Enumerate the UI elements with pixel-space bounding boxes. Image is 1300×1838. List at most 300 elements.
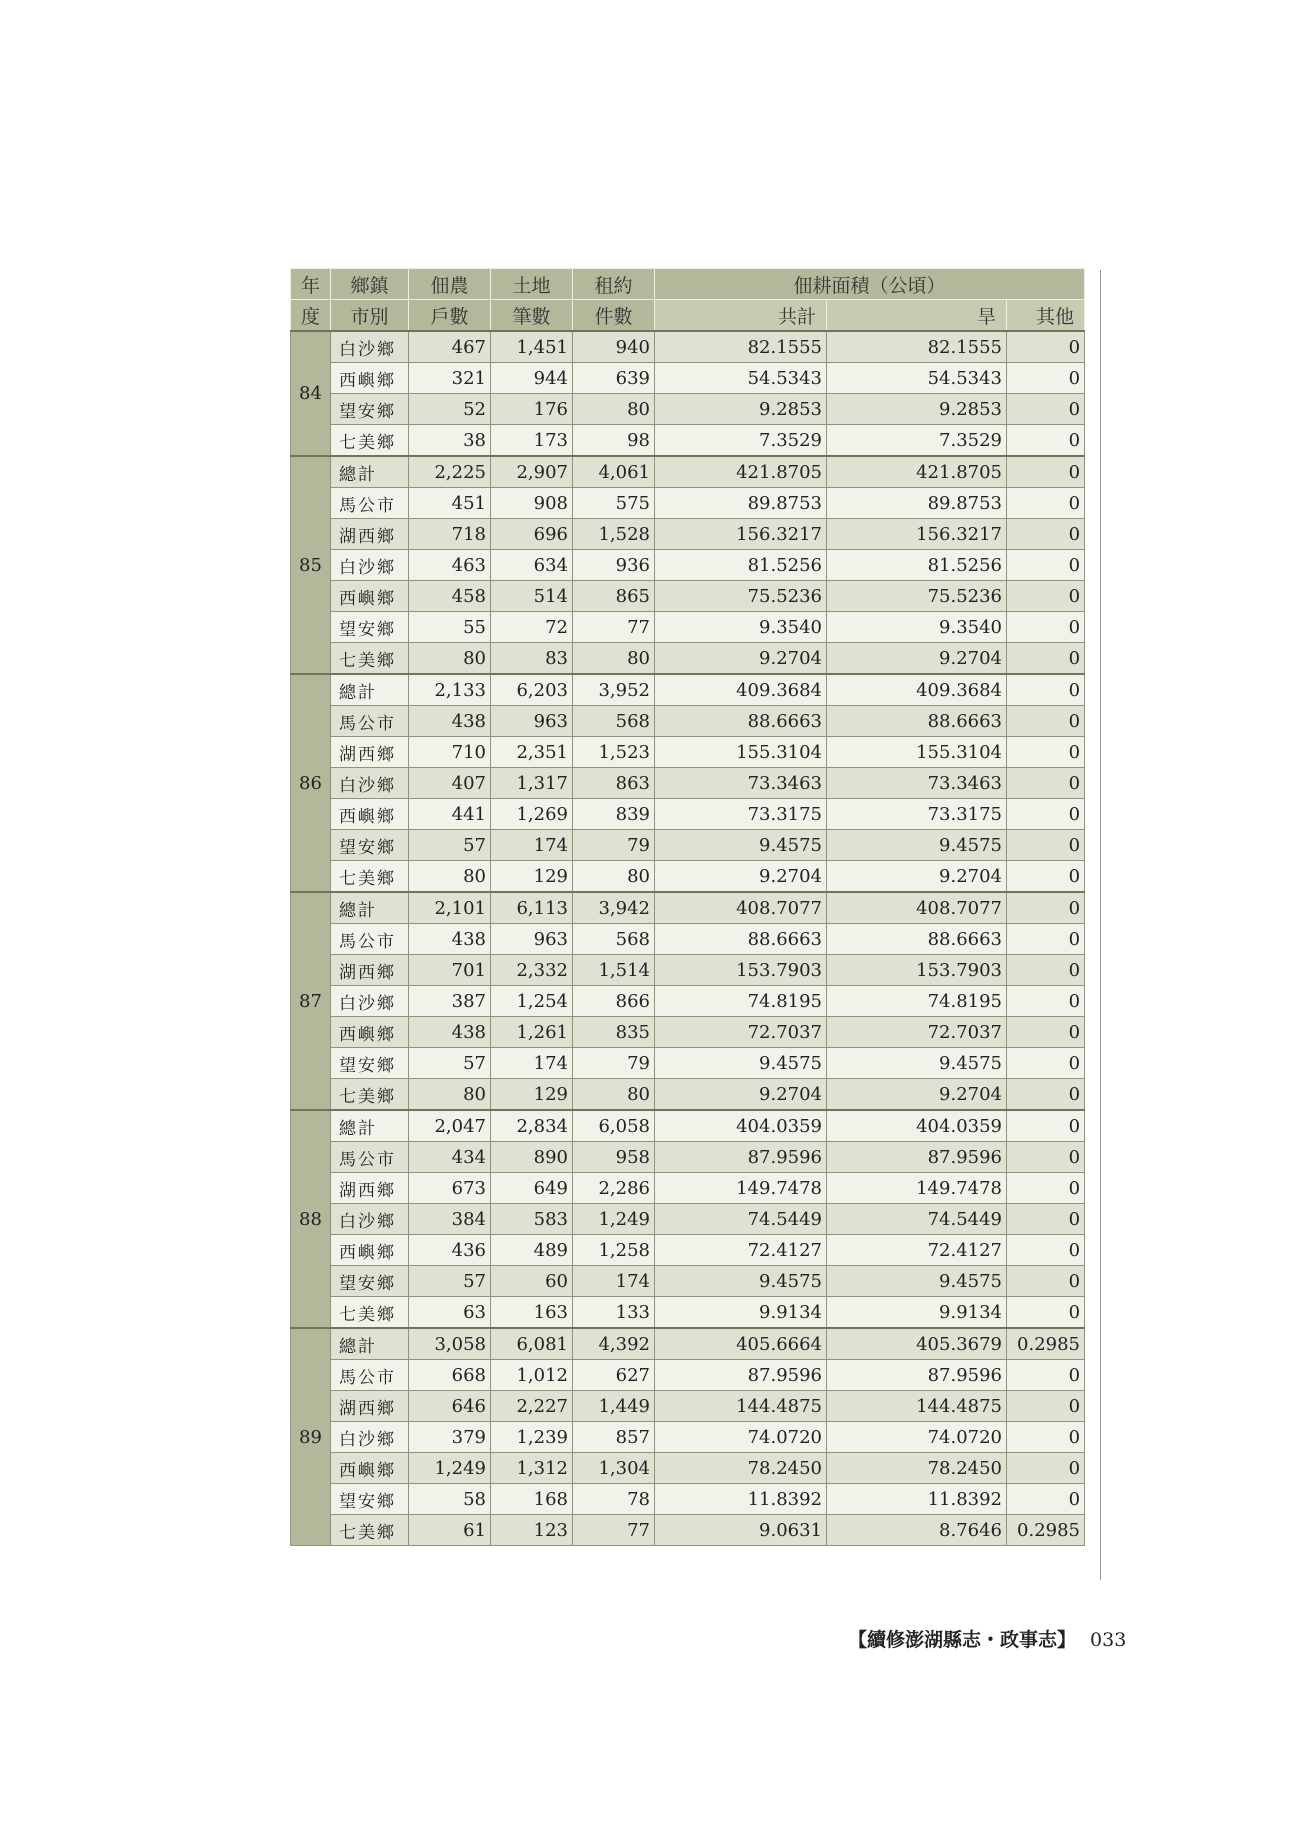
other-area-cell: 0 bbox=[1007, 1142, 1085, 1173]
total-area-cell: 74.5449 bbox=[655, 1204, 827, 1235]
year-cell: 85 bbox=[291, 456, 331, 674]
town-cell: 西嶼鄉 bbox=[331, 1235, 409, 1266]
town-header-1: 鄉鎮 bbox=[331, 269, 409, 300]
year-cell: 87 bbox=[291, 892, 331, 1110]
dry-area-cell: 9.4575 bbox=[827, 830, 1007, 861]
town-cell: 七美鄉 bbox=[331, 425, 409, 457]
farm-households-cell: 2,133 bbox=[409, 674, 491, 706]
other-area-cell: 0 bbox=[1007, 1110, 1085, 1142]
dry-area-cell: 9.2704 bbox=[827, 1079, 1007, 1111]
dry-area-cell: 7.3529 bbox=[827, 425, 1007, 457]
land-parcels-cell: 83 bbox=[491, 643, 573, 675]
dry-area-cell: 153.7903 bbox=[827, 955, 1007, 986]
farm-households-cell: 2,047 bbox=[409, 1110, 491, 1142]
farm-header-1: 佃農 bbox=[409, 269, 491, 300]
farm-households-cell: 646 bbox=[409, 1391, 491, 1422]
farm-households-cell: 384 bbox=[409, 1204, 491, 1235]
farm-households-cell: 55 bbox=[409, 612, 491, 643]
page-rule bbox=[1100, 270, 1101, 1580]
lease-count-cell: 1,523 bbox=[573, 737, 655, 768]
total-area-cell: 87.9596 bbox=[655, 1360, 827, 1391]
table-row bbox=[291, 830, 1085, 861]
other-area-cell: 0 bbox=[1007, 861, 1085, 893]
town-cell: 總計 bbox=[331, 892, 409, 924]
farm-households-cell: 58 bbox=[409, 1484, 491, 1515]
land-parcels-cell: 176 bbox=[491, 394, 573, 425]
table-body bbox=[291, 331, 1085, 1546]
town-cell: 望安鄉 bbox=[331, 1048, 409, 1079]
land-parcels-cell: 173 bbox=[491, 425, 573, 457]
table-row bbox=[291, 331, 1085, 363]
dry-area-cell: 87.9596 bbox=[827, 1142, 1007, 1173]
dry-area-cell: 404.0359 bbox=[827, 1110, 1007, 1142]
total-area-cell: 9.4575 bbox=[655, 1048, 827, 1079]
table-row bbox=[291, 488, 1085, 519]
town-cell: 湖西鄉 bbox=[331, 1391, 409, 1422]
lease-count-cell: 1,449 bbox=[573, 1391, 655, 1422]
town-cell: 白沙鄉 bbox=[331, 550, 409, 581]
farm-households-cell: 1,249 bbox=[409, 1453, 491, 1484]
land-parcels-cell: 1,269 bbox=[491, 799, 573, 830]
table-row bbox=[291, 1142, 1085, 1173]
total-area-cell: 9.4575 bbox=[655, 1266, 827, 1297]
total-area-cell: 82.1555 bbox=[655, 331, 827, 363]
total-area-cell: 74.0720 bbox=[655, 1422, 827, 1453]
land-parcels-cell: 2,332 bbox=[491, 955, 573, 986]
farm-households-cell: 668 bbox=[409, 1360, 491, 1391]
land-parcels-cell: 1,312 bbox=[491, 1453, 573, 1484]
other-area-cell: 0 bbox=[1007, 1204, 1085, 1235]
town-cell: 白沙鄉 bbox=[331, 331, 409, 363]
town-cell: 白沙鄉 bbox=[331, 1422, 409, 1453]
total-area-cell: 9.2704 bbox=[655, 643, 827, 675]
other-area-cell: 0 bbox=[1007, 1391, 1085, 1422]
lease-count-cell: 133 bbox=[573, 1297, 655, 1329]
farm-households-cell: 451 bbox=[409, 488, 491, 519]
dry-area-cell: 88.6663 bbox=[827, 706, 1007, 737]
farm-households-cell: 467 bbox=[409, 331, 491, 363]
land-parcels-cell: 1,239 bbox=[491, 1422, 573, 1453]
dry-area-cell: 405.3679 bbox=[827, 1328, 1007, 1360]
total-area-cell: 404.0359 bbox=[655, 1110, 827, 1142]
other-area-cell: 0 bbox=[1007, 1079, 1085, 1111]
lease-count-cell: 77 bbox=[573, 1515, 655, 1546]
farm-households-cell: 61 bbox=[409, 1515, 491, 1546]
other-area-cell: 0 bbox=[1007, 706, 1085, 737]
total-area-cell: 9.2853 bbox=[655, 394, 827, 425]
farm-households-cell: 2,225 bbox=[409, 456, 491, 488]
total-area-cell: 405.6664 bbox=[655, 1328, 827, 1360]
lease-count-cell: 866 bbox=[573, 986, 655, 1017]
dry-area-header: 旱 bbox=[827, 300, 1007, 332]
lease-count-cell: 936 bbox=[573, 550, 655, 581]
farm-households-cell: 57 bbox=[409, 1048, 491, 1079]
land-parcels-cell: 6,113 bbox=[491, 892, 573, 924]
dry-area-cell: 409.3684 bbox=[827, 674, 1007, 706]
total-area-cell: 9.4575 bbox=[655, 830, 827, 861]
table-row bbox=[291, 706, 1085, 737]
table-row bbox=[291, 892, 1085, 924]
lease-count-cell: 865 bbox=[573, 581, 655, 612]
land-parcels-cell: 174 bbox=[491, 1048, 573, 1079]
total-area-cell: 81.5256 bbox=[655, 550, 827, 581]
lease-count-cell: 2,286 bbox=[573, 1173, 655, 1204]
land-parcels-cell: 514 bbox=[491, 581, 573, 612]
year-cell: 89 bbox=[291, 1328, 331, 1546]
town-cell: 馬公市 bbox=[331, 706, 409, 737]
dry-area-cell: 9.4575 bbox=[827, 1266, 1007, 1297]
total-area-cell: 72.7037 bbox=[655, 1017, 827, 1048]
town-cell: 望安鄉 bbox=[331, 612, 409, 643]
town-cell: 湖西鄉 bbox=[331, 519, 409, 550]
lease-count-cell: 6,058 bbox=[573, 1110, 655, 1142]
land-parcels-cell: 2,834 bbox=[491, 1110, 573, 1142]
lease-count-cell: 839 bbox=[573, 799, 655, 830]
town-cell: 西嶼鄉 bbox=[331, 1017, 409, 1048]
table-row bbox=[291, 1235, 1085, 1266]
farm-households-cell: 710 bbox=[409, 737, 491, 768]
page-footer bbox=[848, 1625, 1126, 1652]
farm-households-cell: 3,058 bbox=[409, 1328, 491, 1360]
farm-households-cell: 438 bbox=[409, 1017, 491, 1048]
dry-area-cell: 9.3540 bbox=[827, 612, 1007, 643]
land-parcels-cell: 1,451 bbox=[491, 331, 573, 363]
table-row bbox=[291, 1391, 1085, 1422]
other-area-cell: 0 bbox=[1007, 1266, 1085, 1297]
dry-area-cell: 155.3104 bbox=[827, 737, 1007, 768]
table-row bbox=[291, 861, 1085, 893]
land-parcels-cell: 489 bbox=[491, 1235, 573, 1266]
town-cell: 七美鄉 bbox=[331, 1079, 409, 1111]
town-cell: 望安鄉 bbox=[331, 1266, 409, 1297]
table-row bbox=[291, 1173, 1085, 1204]
table-row bbox=[291, 737, 1085, 768]
farm-households-cell: 673 bbox=[409, 1173, 491, 1204]
farm-households-cell: 80 bbox=[409, 643, 491, 675]
dry-area-cell: 9.9134 bbox=[827, 1297, 1007, 1329]
dry-area-cell: 156.3217 bbox=[827, 519, 1007, 550]
lease-count-cell: 568 bbox=[573, 924, 655, 955]
total-area-cell: 9.2704 bbox=[655, 1079, 827, 1111]
farm-households-cell: 38 bbox=[409, 425, 491, 457]
dry-area-cell: 73.3175 bbox=[827, 799, 1007, 830]
total-area-cell: 88.6663 bbox=[655, 924, 827, 955]
dry-area-cell: 81.5256 bbox=[827, 550, 1007, 581]
farm-households-cell: 441 bbox=[409, 799, 491, 830]
lease-count-cell: 1,258 bbox=[573, 1235, 655, 1266]
land-parcels-cell: 890 bbox=[491, 1142, 573, 1173]
total-area-cell: 421.8705 bbox=[655, 456, 827, 488]
total-area-cell: 156.3217 bbox=[655, 519, 827, 550]
tenancy-table-container bbox=[290, 268, 1084, 1546]
table-row bbox=[291, 550, 1085, 581]
page-number: 033 bbox=[1090, 1629, 1127, 1651]
land-parcels-cell: 174 bbox=[491, 830, 573, 861]
farm-households-cell: 434 bbox=[409, 1142, 491, 1173]
lease-count-cell: 80 bbox=[573, 643, 655, 675]
farm-households-cell: 387 bbox=[409, 986, 491, 1017]
farm-households-cell: 80 bbox=[409, 861, 491, 893]
dry-area-cell: 9.2704 bbox=[827, 861, 1007, 893]
town-header-2: 市別 bbox=[331, 300, 409, 332]
town-cell: 總計 bbox=[331, 674, 409, 706]
other-area-cell: 0 bbox=[1007, 425, 1085, 457]
table-row bbox=[291, 425, 1085, 457]
lease-count-cell: 174 bbox=[573, 1266, 655, 1297]
total-area-cell: 153.7903 bbox=[655, 955, 827, 986]
lease-count-cell: 78 bbox=[573, 1484, 655, 1515]
other-area-cell: 0 bbox=[1007, 986, 1085, 1017]
table-row bbox=[291, 1328, 1085, 1360]
table-row bbox=[291, 1360, 1085, 1391]
other-area-cell: 0 bbox=[1007, 674, 1085, 706]
farm-households-cell: 57 bbox=[409, 830, 491, 861]
dry-area-cell: 74.8195 bbox=[827, 986, 1007, 1017]
dry-area-cell: 73.3463 bbox=[827, 768, 1007, 799]
other-area-cell: 0 bbox=[1007, 1017, 1085, 1048]
other-area-cell: 0 bbox=[1007, 830, 1085, 861]
farm-households-cell: 718 bbox=[409, 519, 491, 550]
tenancy-table bbox=[290, 268, 1085, 1546]
other-area-cell: 0 bbox=[1007, 1422, 1085, 1453]
land-parcels-cell: 634 bbox=[491, 550, 573, 581]
farm-households-cell: 80 bbox=[409, 1079, 491, 1111]
other-area-cell: 0 bbox=[1007, 737, 1085, 768]
table-row bbox=[291, 924, 1085, 955]
town-cell: 馬公市 bbox=[331, 1360, 409, 1391]
dry-area-cell: 82.1555 bbox=[827, 331, 1007, 363]
farm-households-cell: 52 bbox=[409, 394, 491, 425]
dry-area-cell: 9.2704 bbox=[827, 643, 1007, 675]
year-header-2: 度 bbox=[291, 300, 331, 332]
other-area-cell: 0 bbox=[1007, 363, 1085, 394]
lease-count-cell: 4,061 bbox=[573, 456, 655, 488]
table-row bbox=[291, 1017, 1085, 1048]
total-area-cell: 72.4127 bbox=[655, 1235, 827, 1266]
table-row bbox=[291, 674, 1085, 706]
other-area-cell: 0 bbox=[1007, 519, 1085, 550]
table-row bbox=[291, 1515, 1085, 1546]
total-area-cell: 88.6663 bbox=[655, 706, 827, 737]
town-cell: 西嶼鄉 bbox=[331, 581, 409, 612]
farm-households-cell: 63 bbox=[409, 1297, 491, 1329]
lease-count-cell: 3,952 bbox=[573, 674, 655, 706]
dry-area-cell: 408.7077 bbox=[827, 892, 1007, 924]
other-area-cell: 0.2985 bbox=[1007, 1328, 1085, 1360]
table-row bbox=[291, 1422, 1085, 1453]
total-area-cell: 409.3684 bbox=[655, 674, 827, 706]
table-row bbox=[291, 363, 1085, 394]
other-area-cell: 0 bbox=[1007, 955, 1085, 986]
town-cell: 白沙鄉 bbox=[331, 1204, 409, 1235]
dry-area-cell: 75.5236 bbox=[827, 581, 1007, 612]
total-area-cell: 89.8753 bbox=[655, 488, 827, 519]
table-row bbox=[291, 986, 1085, 1017]
table-row bbox=[291, 1110, 1085, 1142]
table-header bbox=[291, 269, 1085, 332]
lease-count-cell: 79 bbox=[573, 1048, 655, 1079]
land-header-1: 土地 bbox=[491, 269, 573, 300]
lease-count-cell: 80 bbox=[573, 861, 655, 893]
lease-count-cell: 958 bbox=[573, 1142, 655, 1173]
table-row bbox=[291, 1048, 1085, 1079]
table-row bbox=[291, 799, 1085, 830]
town-cell: 白沙鄉 bbox=[331, 768, 409, 799]
town-cell: 望安鄉 bbox=[331, 1484, 409, 1515]
table-row bbox=[291, 1204, 1085, 1235]
total-area-cell: 408.7077 bbox=[655, 892, 827, 924]
land-parcels-cell: 649 bbox=[491, 1173, 573, 1204]
table-row bbox=[291, 1297, 1085, 1329]
total-area-cell: 73.3463 bbox=[655, 768, 827, 799]
lease-count-cell: 627 bbox=[573, 1360, 655, 1391]
lease-count-cell: 639 bbox=[573, 363, 655, 394]
table-row bbox=[291, 1079, 1085, 1111]
total-area-cell: 11.8392 bbox=[655, 1484, 827, 1515]
land-parcels-cell: 72 bbox=[491, 612, 573, 643]
other-area-cell: 0 bbox=[1007, 1048, 1085, 1079]
other-area-cell: 0 bbox=[1007, 799, 1085, 830]
table-row bbox=[291, 1484, 1085, 1515]
land-parcels-cell: 123 bbox=[491, 1515, 573, 1546]
dry-area-cell: 9.2853 bbox=[827, 394, 1007, 425]
lease-count-cell: 863 bbox=[573, 768, 655, 799]
farm-households-cell: 463 bbox=[409, 550, 491, 581]
dry-area-cell: 11.8392 bbox=[827, 1484, 1007, 1515]
other-area-cell: 0 bbox=[1007, 924, 1085, 955]
dry-area-cell: 87.9596 bbox=[827, 1360, 1007, 1391]
total-area-cell: 73.3175 bbox=[655, 799, 827, 830]
land-parcels-cell: 944 bbox=[491, 363, 573, 394]
other-area-cell: 0 bbox=[1007, 643, 1085, 675]
land-parcels-cell: 1,254 bbox=[491, 986, 573, 1017]
farm-households-cell: 321 bbox=[409, 363, 491, 394]
town-cell: 西嶼鄉 bbox=[331, 363, 409, 394]
town-cell: 總計 bbox=[331, 1110, 409, 1142]
town-cell: 七美鄉 bbox=[331, 1297, 409, 1329]
land-parcels-cell: 908 bbox=[491, 488, 573, 519]
land-parcels-cell: 2,907 bbox=[491, 456, 573, 488]
land-parcels-cell: 2,227 bbox=[491, 1391, 573, 1422]
dry-area-cell: 144.4875 bbox=[827, 1391, 1007, 1422]
lease-count-cell: 3,942 bbox=[573, 892, 655, 924]
land-parcels-cell: 696 bbox=[491, 519, 573, 550]
town-cell: 湖西鄉 bbox=[331, 955, 409, 986]
dry-area-cell: 89.8753 bbox=[827, 488, 1007, 519]
town-cell: 七美鄉 bbox=[331, 1515, 409, 1546]
table-row bbox=[291, 768, 1085, 799]
other-area-cell: 0 bbox=[1007, 456, 1085, 488]
town-cell: 湖西鄉 bbox=[331, 1173, 409, 1204]
other-area-cell: 0.2985 bbox=[1007, 1515, 1085, 1546]
lease-count-cell: 79 bbox=[573, 830, 655, 861]
dry-area-cell: 88.6663 bbox=[827, 924, 1007, 955]
farm-households-cell: 57 bbox=[409, 1266, 491, 1297]
other-area-cell: 0 bbox=[1007, 892, 1085, 924]
land-header-2: 筆數 bbox=[491, 300, 573, 332]
land-parcels-cell: 963 bbox=[491, 924, 573, 955]
land-parcels-cell: 2,351 bbox=[491, 737, 573, 768]
town-cell: 西嶼鄉 bbox=[331, 1453, 409, 1484]
land-parcels-cell: 1,261 bbox=[491, 1017, 573, 1048]
total-area-cell: 54.5343 bbox=[655, 363, 827, 394]
farm-households-cell: 438 bbox=[409, 706, 491, 737]
land-parcels-cell: 129 bbox=[491, 861, 573, 893]
lease-count-cell: 80 bbox=[573, 1079, 655, 1111]
lease-count-cell: 575 bbox=[573, 488, 655, 519]
lease-count-cell: 1,528 bbox=[573, 519, 655, 550]
year-cell: 84 bbox=[291, 331, 331, 456]
land-parcels-cell: 60 bbox=[491, 1266, 573, 1297]
book-title: 【續修澎湖縣志・政事志】 bbox=[848, 1629, 1077, 1651]
year-header-1: 年 bbox=[291, 269, 331, 300]
land-parcels-cell: 963 bbox=[491, 706, 573, 737]
other-area-cell: 0 bbox=[1007, 1453, 1085, 1484]
total-area-cell: 9.9134 bbox=[655, 1297, 827, 1329]
total-area-cell: 9.2704 bbox=[655, 861, 827, 893]
farm-households-cell: 458 bbox=[409, 581, 491, 612]
other-area-cell: 0 bbox=[1007, 488, 1085, 519]
land-parcels-cell: 1,012 bbox=[491, 1360, 573, 1391]
other-area-cell: 0 bbox=[1007, 1360, 1085, 1391]
lease-count-cell: 835 bbox=[573, 1017, 655, 1048]
town-cell: 白沙鄉 bbox=[331, 986, 409, 1017]
lease-count-cell: 77 bbox=[573, 612, 655, 643]
table-row bbox=[291, 394, 1085, 425]
land-parcels-cell: 583 bbox=[491, 1204, 573, 1235]
town-cell: 西嶼鄉 bbox=[331, 799, 409, 830]
area-header: 佃耕面積（公頃） bbox=[655, 269, 1085, 300]
lease-count-cell: 857 bbox=[573, 1422, 655, 1453]
land-parcels-cell: 129 bbox=[491, 1079, 573, 1111]
land-parcels-cell: 6,203 bbox=[491, 674, 573, 706]
farm-households-cell: 407 bbox=[409, 768, 491, 799]
lease-count-cell: 4,392 bbox=[573, 1328, 655, 1360]
town-cell: 望安鄉 bbox=[331, 830, 409, 861]
total-area-cell: 149.7478 bbox=[655, 1173, 827, 1204]
total-area-cell: 155.3104 bbox=[655, 737, 827, 768]
farm-header-2: 戶數 bbox=[409, 300, 491, 332]
town-cell: 馬公市 bbox=[331, 488, 409, 519]
dry-area-cell: 54.5343 bbox=[827, 363, 1007, 394]
table-row bbox=[291, 955, 1085, 986]
town-cell: 七美鄉 bbox=[331, 643, 409, 675]
total-area-cell: 87.9596 bbox=[655, 1142, 827, 1173]
town-cell: 總計 bbox=[331, 1328, 409, 1360]
farm-households-cell: 438 bbox=[409, 924, 491, 955]
other-area-cell: 0 bbox=[1007, 331, 1085, 363]
table-row bbox=[291, 519, 1085, 550]
town-cell: 總計 bbox=[331, 456, 409, 488]
table-row bbox=[291, 581, 1085, 612]
farm-households-cell: 379 bbox=[409, 1422, 491, 1453]
total-area-cell: 9.0631 bbox=[655, 1515, 827, 1546]
total-area-cell: 9.3540 bbox=[655, 612, 827, 643]
land-parcels-cell: 168 bbox=[491, 1484, 573, 1515]
lease-count-cell: 80 bbox=[573, 394, 655, 425]
year-cell: 86 bbox=[291, 674, 331, 892]
other-area-cell: 0 bbox=[1007, 394, 1085, 425]
farm-households-cell: 436 bbox=[409, 1235, 491, 1266]
total-area-cell: 74.8195 bbox=[655, 986, 827, 1017]
town-cell: 馬公市 bbox=[331, 1142, 409, 1173]
total-area-cell: 144.4875 bbox=[655, 1391, 827, 1422]
other-area-cell: 0 bbox=[1007, 1173, 1085, 1204]
table-row bbox=[291, 612, 1085, 643]
dry-area-cell: 149.7478 bbox=[827, 1173, 1007, 1204]
total-area-cell: 78.2450 bbox=[655, 1453, 827, 1484]
lease-header-1: 租約 bbox=[573, 269, 655, 300]
